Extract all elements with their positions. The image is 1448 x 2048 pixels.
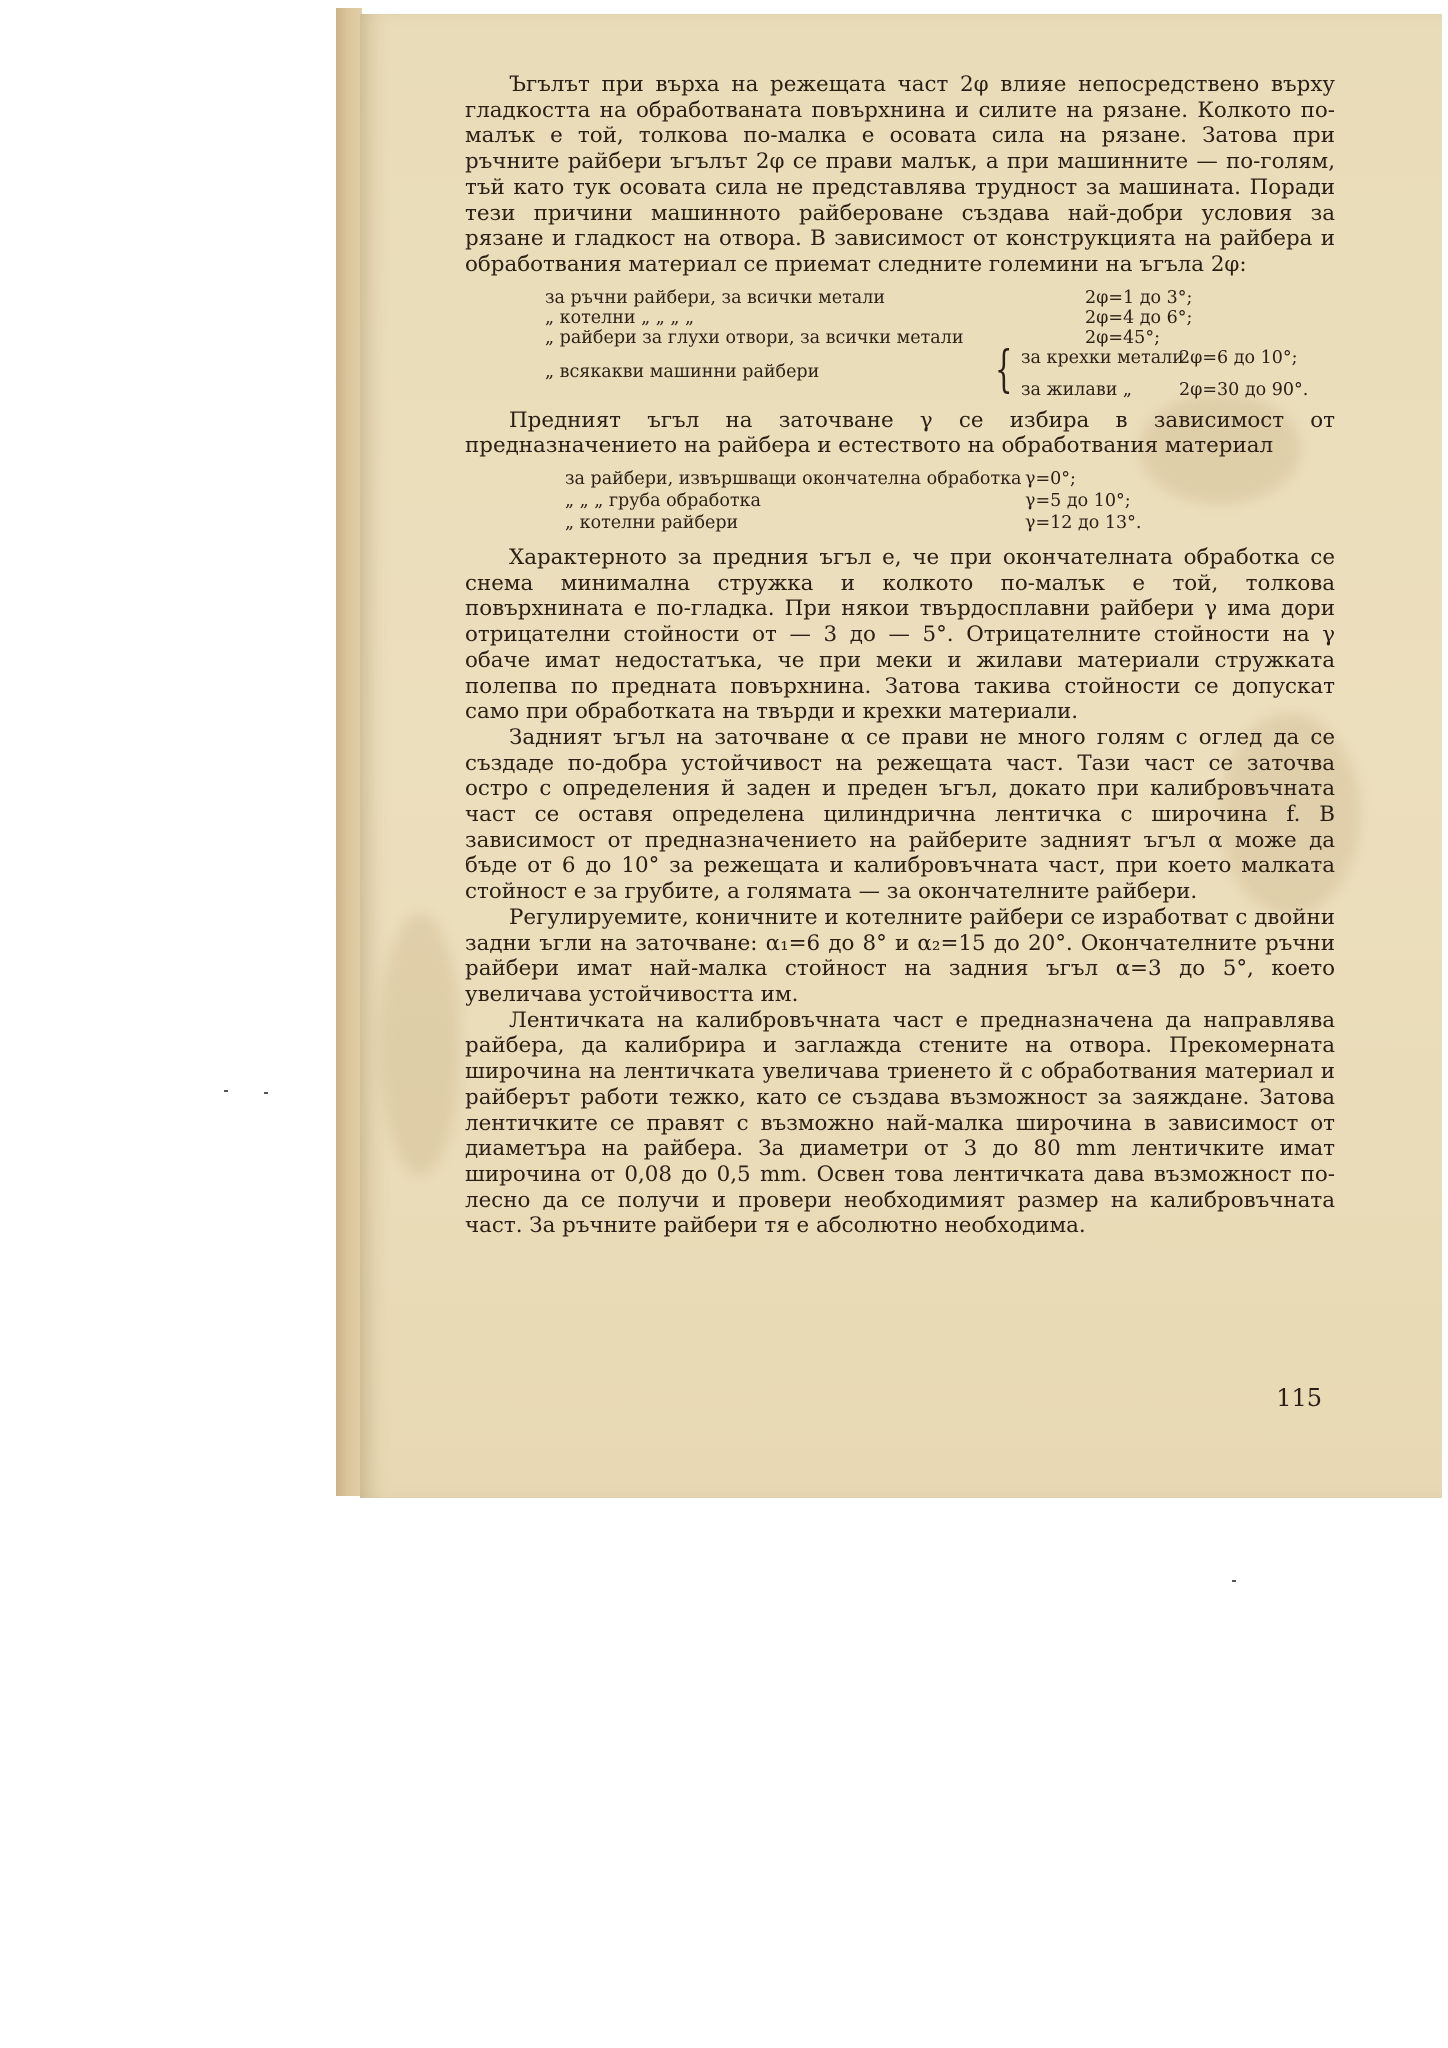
table-label: „ котелни райбери bbox=[565, 513, 739, 534]
book-binding-shadow bbox=[336, 8, 362, 1496]
paragraph-rake-angle: Предният ъгъл на заточване γ се избира в зависимост от предназначението на райбера и естеството на обработвания материал bbox=[465, 407, 1335, 459]
table-value: γ=5 до 10°; bbox=[1025, 491, 1131, 512]
table-label: „ котелни „ „ „ „ bbox=[545, 307, 695, 328]
table-label: „ всякакви машинни райбери bbox=[545, 361, 820, 382]
table-label: за райбери, извършващи окончателна обработка bbox=[565, 469, 1022, 490]
paragraph-tip-angle: Ъгълът при върха на режещата част 2φ влияе непосредствено върху гладкостта на обработваната повърхнина и силите на рязане. Колкото по-малък е той, толкова по-малка е осовата сила на рязане. Затова при ръчните райбери ъгълът 2φ се прави малък, а при машинните — по-голям, тъй като тук осовата сила не представлява трудност за машината. Поради тези причини машинното райбероване създава най-добри условия за рязане и гладкост на отвора. В зависимост от конструкцията на райбера и обработвания материал се приемат следните големини на ъгъла 2φ: bbox=[465, 72, 1335, 277]
scan-speck bbox=[224, 1090, 228, 1092]
page-number: 115 bbox=[1276, 1384, 1322, 1412]
paragraph-clearance-angle: Задният ъгъл на заточване α се прави не много голям с оглед да се създаде по-добра устойчивост на режещата част. Тази част се заточва остро с определения й заден и преден ъгъл, докато при калибровъчната част се оставя определена цилиндрична лентичка с широчина f. В зависимост от предназначението на райберите задният ъгъл α може да бъде от 6 до 10° за режещата и калибровъчната част, при което малката стойност е за грубите, а голямата — за окончателните райбери. bbox=[465, 724, 1335, 905]
paragraph-double-clearance: Регулируемите, коничните и котелните райбери се изработват с двойни задни ъгли на заточване: α₁=6 до 8° и α₂=15 до 20°. Окончателните ръчни райбери имат най-малка стойност на задния ъгъл α=3 до 5°, което увеличава устойчивостта им. bbox=[465, 904, 1335, 1007]
tip-angle-table bbox=[465, 288, 1335, 400]
paragraph-land: Лентичката на калибровъчната част е предназначена да направлява райбера, да калибрира и заглажда стените на отвора. Прекомерната широчина на лентичката увеличава триенето й с обработвания материал и райберът работи тежко, като се създава възможност за заяждане. Затова лентичките се правят с възможно най-малка широчина в зависимост от диаметъра на райбера. За диаметри от 3 до 80 mm лентичките имат широчина от 0,08 до 0,5 mm. Освен това лентичката дава възможност по-лесно да се получи и провери необходимият размер на калибровъчната част. За ръчните райбери тя е абсолютно необходима. bbox=[465, 1007, 1335, 1239]
table-value: 2φ=1 до 3°; bbox=[1085, 287, 1193, 308]
scan-speck bbox=[264, 1092, 268, 1094]
page-text bbox=[465, 72, 1335, 1239]
rake-angle-table bbox=[465, 469, 1335, 535]
table-sublabel: за жилави „ bbox=[1021, 379, 1132, 400]
table-label: „ райбери за глухи отвори, за всички метали bbox=[545, 327, 964, 348]
book-page bbox=[360, 14, 1442, 1498]
table-value: 2φ=6 до 10°; bbox=[1179, 347, 1298, 368]
table-value: 2φ=4 до 6°; bbox=[1085, 307, 1193, 328]
scan-speck bbox=[1232, 1580, 1236, 1582]
table-value: γ=12 до 13°. bbox=[1025, 513, 1142, 534]
table-label: „ „ „ груба обработка bbox=[565, 491, 761, 512]
table-sublabel: за крехки метали bbox=[1021, 347, 1184, 368]
brace-symbol: { bbox=[995, 339, 1013, 398]
table-value: 2φ=30 до 90°. bbox=[1179, 379, 1309, 400]
table-value: γ=0°; bbox=[1025, 469, 1076, 490]
paper-stain bbox=[380, 914, 460, 1174]
table-label: за ръчни райбери, за всички метали bbox=[545, 287, 885, 308]
table-value: 2φ=45°; bbox=[1085, 327, 1160, 348]
paragraph-rake-notes: Характерното за предния ъгъл е, че при окончателната обработка се снема минимална стружка и колкото по-малък е той, толкова повърхнината е по-гладка. При някои твърдосплавни райбери γ има дори отрицателни стойности от — 3 до — 5°. Отрицателните стойности на γ обаче имат недостатъка, че при меки и жилави материали стружката полепва по предната повърхнина. Затова такива стойности се допускат само при обработката на твърди и крехки материали. bbox=[465, 545, 1335, 725]
